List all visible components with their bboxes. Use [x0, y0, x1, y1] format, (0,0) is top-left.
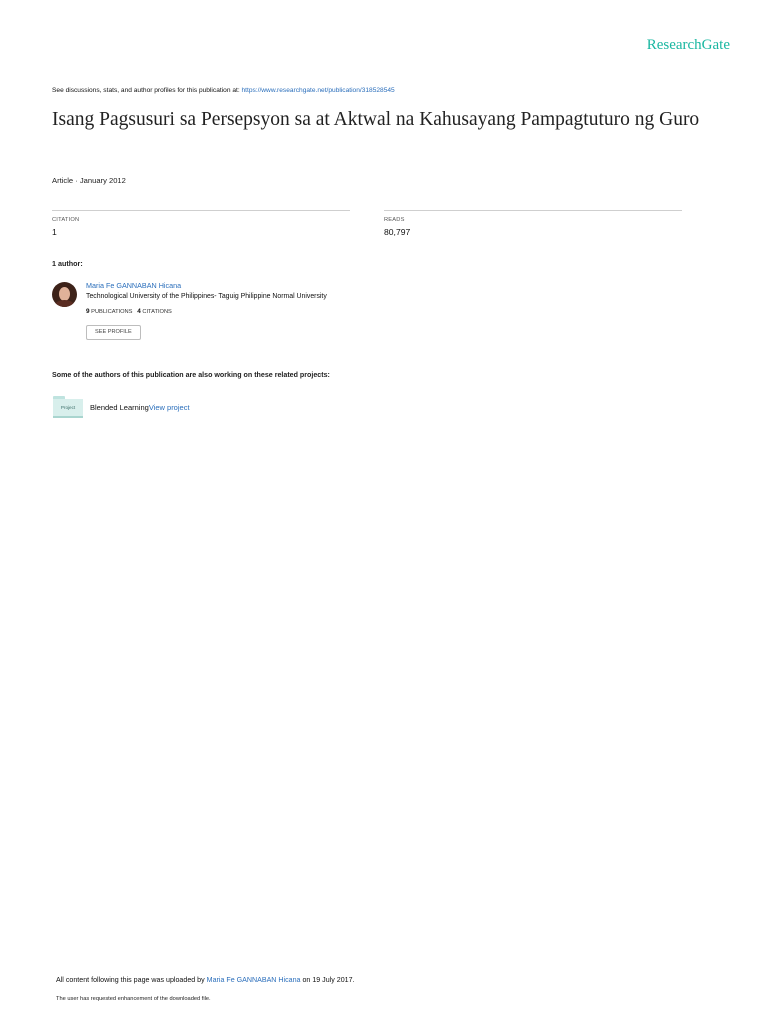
author-avatar[interactable]	[52, 282, 77, 307]
citation-divider	[52, 210, 350, 211]
project-name: Blended Learning	[90, 403, 149, 412]
citations-label: CITATIONS	[142, 309, 172, 315]
upload-suffix: on 19 July 2017.	[300, 976, 355, 984]
reads-label: READS	[384, 217, 405, 223]
project-folder-icon	[53, 396, 83, 418]
researchgate-logo[interactable]: ResearchGate	[646, 37, 730, 53]
author-name-link[interactable]: Maria Fe GANNABAN Hicana	[86, 281, 182, 290]
reads-divider	[384, 210, 682, 211]
project-item	[90, 403, 190, 412]
reads-value: 80,797	[384, 227, 411, 237]
publications-count: 9	[86, 308, 90, 315]
view-project-link[interactable]: View project	[148, 403, 190, 412]
discussions-text: See discussions, stats, and author profiles for this publication at:	[52, 87, 242, 94]
upload-notice	[56, 976, 355, 984]
author-affiliation: Technological University of the Philippines- Taguig Philippine Normal University	[86, 293, 327, 300]
citation-value: 1	[52, 227, 57, 237]
enhancement-note: The user has requested enhancement of the downloaded file.	[56, 996, 211, 1002]
author-stats	[86, 308, 172, 315]
citation-label: CITATION	[52, 217, 80, 223]
see-profile-button[interactable]: SEE PROFILE	[86, 325, 141, 340]
uploader-link[interactable]: Maria Fe GANNABAN Hicana	[206, 976, 301, 984]
project-icon-label: Project	[60, 405, 76, 410]
related-projects-heading: Some of the authors of this publication are also working on these related projects:	[52, 371, 330, 379]
publications-label: PUBLICATIONS	[91, 309, 133, 315]
discussions-notice	[52, 87, 395, 94]
upload-prefix: All content following this page was uploaded by	[56, 976, 207, 984]
authors-heading: 1 author:	[52, 259, 83, 268]
avatar-shoulders	[54, 300, 75, 307]
publication-title: Isang Pagsusuri sa Persepsyon sa at Aktwal na Kahusayang Pampagtuturo ng Guro	[52, 109, 700, 130]
publication-url-link[interactable]: https://www.researchgate.net/publication/318528545	[241, 87, 395, 94]
publication-meta: Article · January 2012	[52, 176, 126, 185]
avatar-face	[59, 287, 70, 301]
citations-count: 4	[137, 308, 141, 315]
